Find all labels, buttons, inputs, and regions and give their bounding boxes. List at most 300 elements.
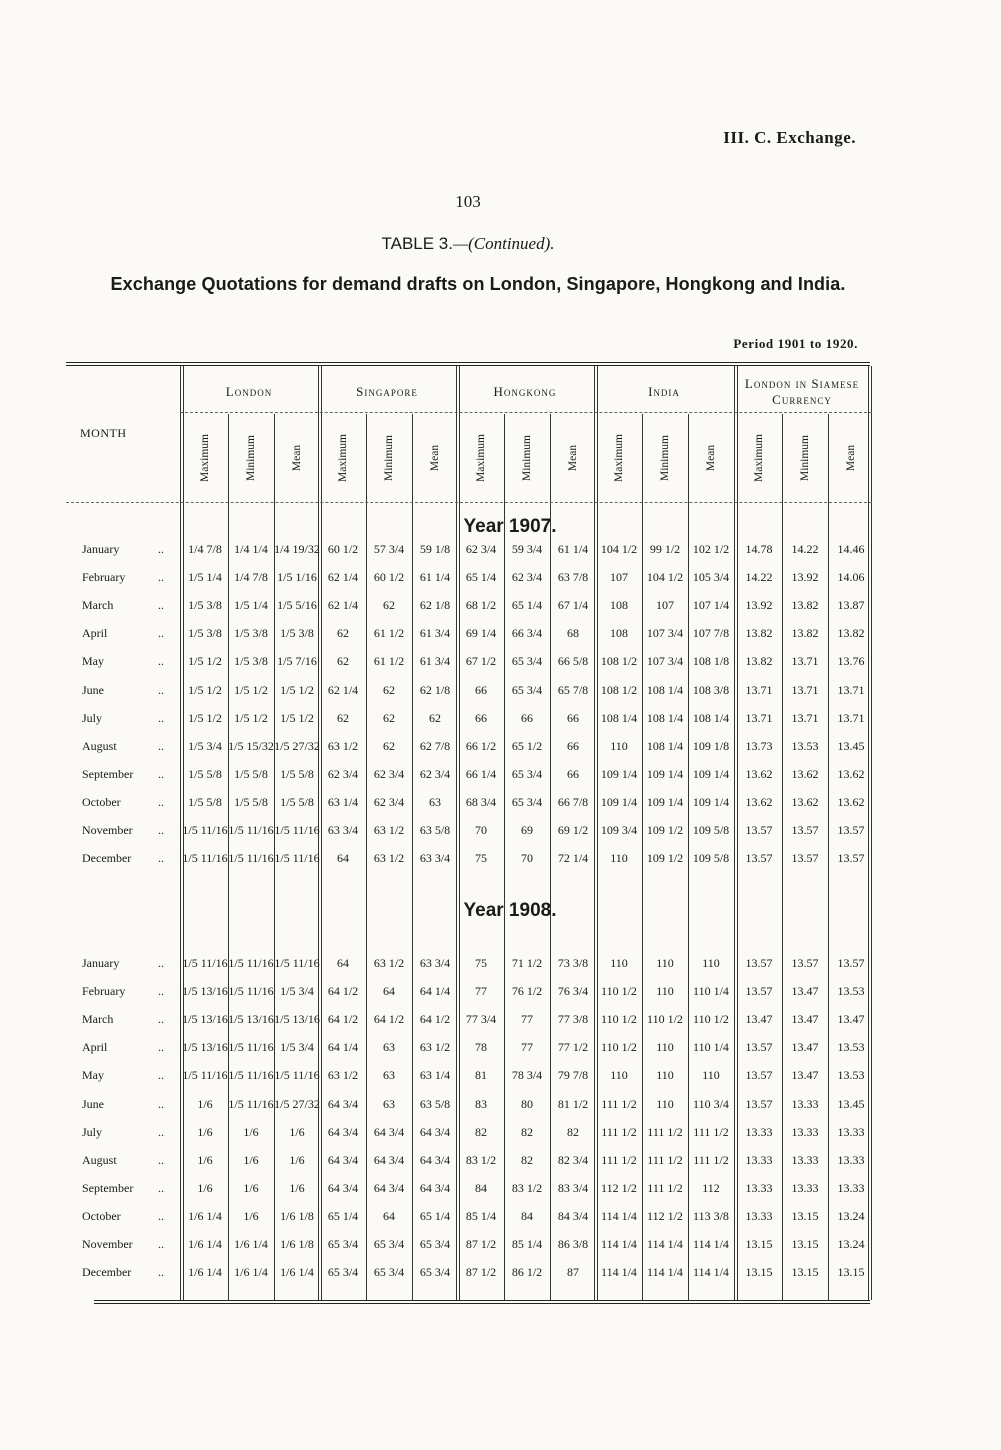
value-cell: 76 3/4 [557, 984, 589, 999]
value-cell: 13.57 [745, 823, 773, 837]
month-cell: December [82, 1265, 132, 1280]
value-cell: 1/5 1/4 [188, 570, 222, 585]
value-cell: 13.24 [837, 1237, 865, 1251]
value-cell: 13.71 [837, 682, 865, 697]
value-cell: 107 3/4 [646, 654, 684, 669]
value-cell: 1/6 [289, 1152, 305, 1167]
table-row [0, 739, 1001, 759]
value-cell: 83 1/2 [511, 1180, 543, 1195]
value-cell: 13.33 [791, 1152, 819, 1167]
value-cell: 79 7/8 [557, 1068, 589, 1083]
value-cell: 114 1/4 [601, 1265, 637, 1280]
value-cell: 62 7/8 [419, 738, 451, 753]
value-cell: 1/5 11/16 [182, 1068, 228, 1083]
value-cell: 66 [567, 766, 579, 781]
value-cell: 110 [656, 1096, 674, 1111]
value-cell: 1/6 [197, 1180, 213, 1195]
value-cell: 69 1/4 [465, 626, 497, 641]
value-cell: 76 1/2 [511, 984, 543, 999]
value-cell: 1/5 1/2 [280, 682, 314, 697]
value-cell: 110 1/2 [647, 1012, 683, 1027]
section-heading: III. C. Exchange. [723, 128, 856, 147]
leader-dots: .. [158, 626, 164, 641]
value-cell: 13.82 [837, 626, 865, 641]
month-cell: February [82, 570, 126, 585]
value-cell: 13.82 [791, 626, 819, 641]
value-cell: 64 [337, 956, 349, 970]
value-cell: 66 1/4 [465, 766, 497, 781]
value-cell: 107 1/4 [692, 598, 730, 613]
table-row [0, 851, 1001, 871]
value-cell: 1/6 [243, 1180, 259, 1195]
month-cell: August [82, 738, 117, 753]
value-cell: 110 1/2 [601, 1012, 637, 1027]
value-cell: 65 1/4 [511, 598, 543, 613]
value-cell: 63 1/2 [327, 738, 359, 753]
value-cell: 68 1/2 [465, 598, 497, 613]
value-cell: 66 [567, 738, 579, 753]
value-cell: 72 1/4 [557, 851, 589, 866]
value-cell: 61 3/4 [419, 626, 451, 641]
group-header-india [594, 384, 734, 400]
table-row [0, 1040, 1001, 1060]
value-cell: 13.33 [837, 1180, 865, 1195]
value-cell: 112 [702, 1180, 720, 1195]
value-cell: 1/5 11/16 [182, 956, 228, 970]
value-cell: 1/5 13/16 [182, 1040, 228, 1055]
subheader-mean: Mean [429, 444, 441, 472]
month-cell: September [82, 1180, 134, 1195]
month-cell: October [82, 1208, 121, 1223]
value-cell: 13.47 [791, 984, 819, 999]
value-cell: 108 1/4 [646, 682, 684, 697]
value-cell: 109 1/4 [692, 794, 730, 809]
value-cell: 81 [475, 1068, 487, 1083]
month-cell: June [82, 1096, 104, 1111]
table-row [0, 1237, 1001, 1257]
leader-dots: .. [158, 1265, 164, 1280]
value-cell: 13.57 [745, 956, 773, 970]
value-cell: 63 [383, 1068, 395, 1083]
month-cell: June [82, 682, 104, 697]
value-cell: 62 [337, 710, 349, 725]
table-row [0, 1209, 1001, 1229]
leader-dots: .. [158, 570, 164, 585]
value-cell: 65 1/4 [419, 1208, 451, 1223]
leader-dots: .. [158, 1237, 164, 1251]
value-cell: 99 1/2 [649, 542, 681, 556]
value-cell: 70 [521, 851, 533, 866]
value-cell: 65 3/4 [419, 1265, 451, 1280]
group-header-label: London in Siamese Currency [744, 376, 860, 407]
value-cell: 113 3/8 [693, 1208, 729, 1223]
table-row [0, 626, 1001, 646]
leader-dots: .. [158, 1152, 164, 1167]
value-cell: 110 1/4 [693, 984, 729, 999]
value-cell: 114 1/4 [601, 1237, 637, 1251]
value-cell: 1/5 5/8 [234, 794, 268, 809]
value-cell: 109 1/4 [692, 766, 730, 781]
value-cell: 13.47 [745, 1012, 773, 1027]
month-cell: August [82, 1152, 117, 1167]
value-cell: 110 1/2 [601, 984, 637, 999]
value-cell: 108 1/4 [692, 710, 730, 725]
value-cell: 64 3/4 [419, 1124, 451, 1139]
value-cell: 1/5 5/8 [188, 766, 222, 781]
value-cell: 111 1/2 [647, 1152, 683, 1167]
value-cell: 82 [475, 1124, 487, 1139]
value-cell: 1/5 11/16 [274, 956, 320, 970]
value-cell: 112 1/2 [647, 1208, 683, 1223]
value-cell: 13.57 [791, 956, 819, 970]
value-cell: 64 3/4 [373, 1180, 405, 1195]
value-cell: 1/5 11/16 [228, 1040, 274, 1055]
value-cell: 64 3/4 [327, 1096, 359, 1111]
leader-dots: .. [158, 794, 164, 809]
value-cell: 62 3/4 [419, 766, 451, 781]
value-cell: 62 [337, 626, 349, 641]
value-cell: 77 3/4 [465, 1012, 497, 1027]
table-row [0, 1181, 1001, 1201]
value-cell: 65 3/4 [327, 1265, 359, 1280]
value-cell: 1/5 11/16 [228, 984, 274, 999]
value-cell: 1/5 1/2 [234, 682, 268, 697]
table-row [0, 570, 1001, 590]
month-cell: January [82, 542, 120, 556]
leader-dots: .. [158, 1040, 164, 1055]
value-cell: 78 3/4 [511, 1068, 543, 1083]
value-cell: 1/6 1/4 [234, 1265, 268, 1280]
leader-dots: .. [158, 598, 164, 613]
value-cell: 13.15 [791, 1265, 819, 1280]
value-cell: 107 7/8 [692, 626, 730, 641]
value-cell: 1/5 7/16 [277, 654, 317, 669]
leader-dots: .. [158, 1180, 164, 1195]
table-subtitle: Exchange Quotations for demand drafts on London, Singapore, Hongkong and India. [110, 274, 846, 294]
value-cell: 108 1/2 [600, 682, 638, 697]
value-cell: 110 3/4 [693, 1096, 729, 1111]
value-cell: 65 1/2 [511, 738, 543, 753]
value-cell: 109 1/4 [600, 766, 638, 781]
value-cell: 1/5 11/16 [274, 851, 320, 866]
value-cell: 65 3/4 [511, 682, 543, 697]
value-cell: 109 1/8 [692, 738, 730, 753]
value-cell: 60 1/2 [327, 542, 359, 556]
value-cell: 65 1/4 [465, 570, 497, 585]
value-cell: 66 5/8 [557, 654, 589, 669]
value-cell: 13.62 [745, 794, 773, 809]
table-title-main: TABLE 3. [381, 234, 453, 253]
value-cell: 114 1/4 [647, 1265, 683, 1280]
value-cell: 107 3/4 [646, 626, 684, 641]
value-cell: 59 1/8 [419, 542, 451, 556]
value-cell: 13.87 [837, 598, 865, 613]
value-cell: 67 1/4 [557, 598, 589, 613]
leader-dots: .. [158, 823, 164, 837]
value-cell: 65 3/4 [419, 1237, 451, 1251]
value-cell: 84 3/4 [557, 1208, 589, 1223]
group-header-label: Singapore [356, 384, 418, 399]
value-cell: 13.47 [791, 1012, 819, 1027]
value-cell: 86 3/8 [557, 1237, 589, 1251]
value-cell: 1/5 3/8 [234, 626, 268, 641]
value-cell: 1/5 1/2 [234, 710, 268, 725]
leader-dots: .. [158, 1124, 164, 1139]
value-cell: 13.92 [791, 570, 819, 585]
value-cell: 64 3/4 [419, 1180, 451, 1195]
value-cell: 102 1/2 [692, 542, 730, 556]
value-cell: 1/5 5/8 [234, 766, 268, 781]
month-cell: April [82, 1040, 108, 1055]
value-cell: 1/6 [197, 1096, 213, 1111]
value-cell: 1/6 [197, 1124, 213, 1139]
group-header-label: Hongkong [493, 384, 557, 399]
month-column-header: MONTH [80, 426, 127, 440]
value-cell: 13.62 [837, 794, 865, 809]
value-cell: 62 3/4 [465, 542, 497, 556]
value-cell: 107 [656, 598, 674, 613]
value-cell: 1/5 27/32 [274, 1096, 320, 1111]
value-cell: 1/5 3/8 [234, 654, 268, 669]
group-header-label: London [225, 384, 273, 399]
value-cell: 61 1/4 [419, 570, 451, 585]
value-cell: 13.53 [837, 984, 865, 999]
value-cell: 1/5 3/4 [188, 738, 222, 753]
leader-dots: .. [158, 682, 164, 697]
value-cell: 13.57 [745, 984, 773, 999]
value-cell: 110 [610, 1068, 628, 1083]
leader-dots: .. [158, 1068, 164, 1083]
leader-dots: .. [158, 766, 164, 781]
value-cell: 61 1/2 [373, 626, 405, 641]
table-row [0, 1068, 1001, 1088]
value-cell: 1/6 [243, 1152, 259, 1167]
year-heading: Year 1908. [463, 900, 557, 921]
value-cell: 63 5/8 [419, 823, 451, 837]
value-cell: 109 5/8 [692, 851, 730, 866]
value-cell: 110 [702, 1068, 720, 1083]
value-cell: 78 [475, 1040, 487, 1055]
value-cell: 13.33 [745, 1180, 773, 1195]
value-cell: 1/5 13/16 [182, 984, 228, 999]
table-title-continued: —(Continued). [452, 234, 555, 253]
value-cell: 1/5 11/16 [182, 851, 228, 866]
value-cell: 62 1/4 [327, 598, 359, 613]
value-cell: 65 3/4 [373, 1265, 405, 1280]
value-cell: 13.71 [745, 682, 773, 697]
value-cell: 13.57 [837, 851, 865, 866]
value-cell: 114 1/4 [693, 1265, 729, 1280]
value-cell: 82 [521, 1152, 533, 1167]
group-header-london-in-siamese-currency [734, 376, 870, 408]
value-cell: 13.62 [837, 766, 865, 781]
leader-dots: .. [158, 542, 164, 556]
value-cell: 13.57 [791, 851, 819, 866]
value-cell: 64 1/2 [327, 984, 359, 999]
value-cell: 77 1/2 [557, 1040, 589, 1055]
value-cell: 109 5/8 [692, 823, 730, 837]
value-cell: 62 [383, 682, 395, 697]
value-cell: 111 1/2 [601, 1152, 637, 1167]
table-row [0, 795, 1001, 815]
value-cell: 13.57 [837, 956, 865, 970]
subheader-maximum: Maximum [475, 434, 487, 482]
value-cell: 64 3/4 [373, 1152, 405, 1167]
value-cell: 110 1/2 [601, 1040, 637, 1055]
value-cell: 64 3/4 [373, 1124, 405, 1139]
value-cell: 81 1/2 [557, 1096, 589, 1111]
value-cell: 111 1/2 [693, 1124, 729, 1139]
value-cell: 64 3/4 [419, 1152, 451, 1167]
subheader-minimum: Minimum [521, 434, 533, 482]
value-cell: 62 1/8 [419, 682, 451, 697]
value-cell: 13.62 [745, 766, 773, 781]
table-row [0, 1012, 1001, 1032]
month-cell: May [82, 654, 104, 669]
subheader-maximum: Maximum [753, 434, 765, 482]
value-cell: 1/5 1/2 [188, 710, 222, 725]
value-cell: 1/5 11/16 [228, 823, 274, 837]
value-cell: 13.62 [791, 766, 819, 781]
subheader-mean: Mean [291, 444, 303, 472]
value-cell: 64 1/4 [327, 1040, 359, 1055]
month-cell: January [82, 956, 120, 970]
value-cell: 1/5 11/16 [228, 1096, 274, 1111]
value-cell: 1/4 7/8 [188, 542, 222, 556]
value-cell: 110 [656, 984, 674, 999]
value-cell: 109 1/2 [646, 823, 684, 837]
value-cell: 1/4 7/8 [234, 570, 268, 585]
leader-dots: .. [158, 738, 164, 753]
value-cell: 1/6 1/4 [188, 1265, 222, 1280]
value-cell: 1/6 [243, 1208, 259, 1223]
value-cell: 13.33 [791, 1124, 819, 1139]
value-cell: 1/6 [243, 1124, 259, 1139]
value-cell: 1/6 1/8 [280, 1237, 314, 1251]
group-header-label: India [648, 384, 680, 399]
value-cell: 65 3/4 [327, 1237, 359, 1251]
value-cell: 77 [521, 1040, 533, 1055]
value-cell: 62 [337, 654, 349, 669]
value-cell: 62 3/4 [373, 766, 405, 781]
value-cell: 85 1/4 [511, 1237, 543, 1251]
value-cell: 108 1/4 [646, 710, 684, 725]
month-cell: July [82, 1124, 103, 1139]
value-cell: 62 1/4 [327, 682, 359, 697]
value-cell: 108 1/4 [600, 710, 638, 725]
value-cell: 13.15 [837, 1265, 865, 1280]
subheader-mean: Mean [705, 444, 717, 472]
subheader-mean: Mean [845, 444, 857, 472]
group-header-rule [180, 412, 872, 413]
value-cell: 13.47 [791, 1068, 819, 1083]
value-cell: 63 1/2 [373, 851, 405, 866]
value-cell: 108 3/8 [692, 682, 730, 697]
value-cell: 80 [521, 1096, 533, 1111]
value-cell: 109 1/2 [646, 851, 684, 866]
value-cell: 1/6 [289, 1180, 305, 1195]
month-cell: November [82, 1237, 133, 1251]
value-cell: 1/5 3/8 [280, 626, 314, 641]
value-cell: 13.33 [837, 1152, 865, 1167]
value-cell: 108 1/2 [600, 654, 638, 669]
value-cell: 61 1/2 [373, 654, 405, 669]
leader-dots: .. [158, 984, 164, 999]
leader-dots: .. [158, 956, 164, 970]
value-cell: 63 1/2 [373, 956, 405, 970]
value-cell: 13.62 [791, 794, 819, 809]
value-cell: 60 1/2 [373, 570, 405, 585]
value-cell: 114 1/4 [601, 1208, 637, 1223]
value-cell: 63 3/4 [419, 956, 451, 970]
value-cell: 13.53 [837, 1040, 865, 1055]
value-cell: 63 1/4 [327, 794, 359, 809]
value-cell: 85 1/4 [465, 1208, 497, 1223]
value-cell: 1/5 3/4 [280, 984, 314, 999]
value-cell: 75 [475, 956, 487, 970]
subheader-minimum: Minimum [799, 434, 811, 482]
value-cell: 13.57 [745, 1040, 773, 1055]
value-cell: 73 3/8 [557, 956, 589, 970]
table-row [0, 683, 1001, 703]
value-cell: 1/5 1/16 [277, 570, 317, 585]
subheader-maximum: Maximum [613, 434, 625, 482]
value-cell: 62 1/4 [327, 570, 359, 585]
value-cell: 66 [521, 710, 533, 725]
value-cell: 77 3/8 [557, 1012, 589, 1027]
value-cell: 63 [429, 794, 441, 809]
table-row [0, 1125, 1001, 1145]
month-cell: April [82, 626, 108, 641]
value-cell: 64 [383, 984, 395, 999]
value-cell: 14.22 [745, 570, 773, 585]
value-cell: 105 3/4 [692, 570, 730, 585]
subheader-mean: Mean [567, 444, 579, 472]
value-cell: 13.33 [837, 1124, 865, 1139]
value-cell: 62 [383, 710, 395, 725]
value-cell: 86 1/2 [511, 1265, 543, 1280]
value-cell: 1/6 [197, 1152, 213, 1167]
value-cell: 13.33 [745, 1208, 773, 1223]
subheader-minimum: Minimum [245, 434, 257, 482]
value-cell: 1/5 5/8 [188, 794, 222, 809]
value-cell: 82 3/4 [557, 1152, 589, 1167]
value-cell: 114 1/4 [647, 1237, 683, 1251]
value-cell: 66 [567, 710, 579, 725]
value-cell: 62 [429, 710, 441, 725]
value-cell: 108 1/8 [692, 654, 730, 669]
value-cell: 61 1/4 [557, 542, 589, 556]
value-cell: 13.33 [791, 1096, 819, 1111]
group-header-singapore [318, 384, 456, 400]
table-row [0, 984, 1001, 1004]
value-cell: 1/5 1/4 [234, 598, 268, 613]
value-cell: 68 3/4 [465, 794, 497, 809]
value-cell: 65 3/4 [511, 654, 543, 669]
value-cell: 66 7/8 [557, 794, 589, 809]
value-cell: 13.82 [745, 626, 773, 641]
leader-dots: .. [158, 1208, 164, 1223]
month-cell: July [82, 710, 103, 725]
value-cell: 63 [383, 1040, 395, 1055]
value-cell: 13.24 [837, 1208, 865, 1223]
table-row [0, 767, 1001, 787]
value-cell: 107 [610, 570, 628, 585]
value-cell: 13.57 [745, 1068, 773, 1083]
value-cell: 1/5 1/2 [188, 654, 222, 669]
value-cell: 110 [610, 738, 628, 753]
value-cell: 1/5 5/8 [280, 794, 314, 809]
